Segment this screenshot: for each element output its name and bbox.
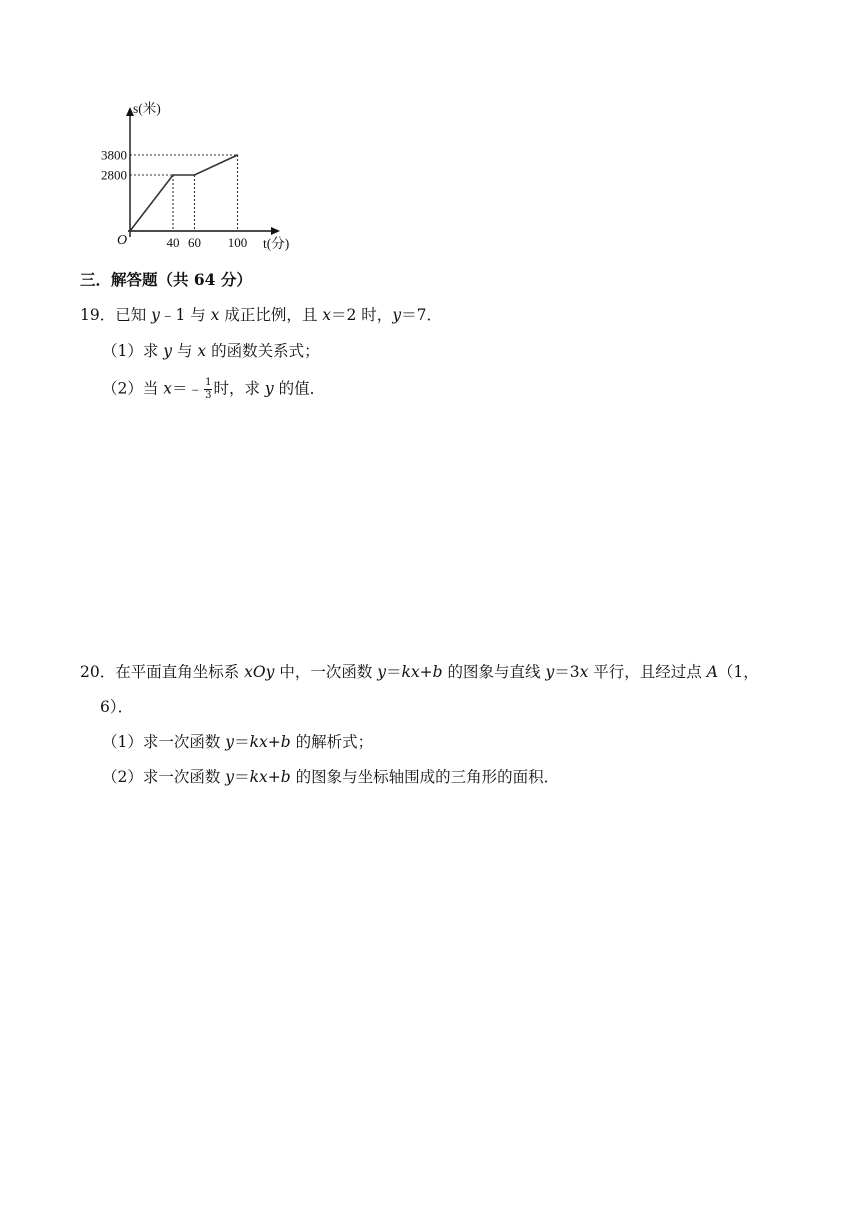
q20-text: 在平面直角坐标系 <box>115 663 245 681</box>
q19-sub1 <box>102 344 320 360</box>
var: b <box>280 733 291 751</box>
q20-sub1-text: （1）求一次函数 <box>102 733 226 751</box>
q19-stem <box>80 308 442 324</box>
fraction-numerator: 1 <box>205 377 212 388</box>
data-point <box>172 174 174 176</box>
var: x <box>322 306 332 324</box>
q19-sub2-text: ＝﹣ <box>172 379 204 398</box>
var: A <box>706 663 718 681</box>
q20-stem <box>80 665 759 681</box>
q20-sub1-text: + <box>267 733 281 751</box>
data-point <box>237 154 239 156</box>
q19-text: 已知 <box>115 306 152 324</box>
q19-sub2-text: 的值． <box>273 379 326 398</box>
data-point <box>194 174 196 176</box>
var: y <box>264 379 274 398</box>
var: y <box>377 663 387 681</box>
q20-text: + <box>419 663 433 681</box>
var: xOy <box>244 663 275 681</box>
q19-number: 19． <box>80 306 116 324</box>
q20-stem-line2: 6）． <box>100 698 134 716</box>
var: y <box>545 663 555 681</box>
var: x <box>579 663 589 681</box>
x-axis-label: t(分) <box>263 236 290 251</box>
distance-time-chart <box>100 100 320 260</box>
q20-text: ＝ <box>386 663 402 681</box>
var: y <box>225 733 235 751</box>
q19-text: 成正比例，且 <box>219 306 323 324</box>
q20-text: 的图象与直线 <box>442 663 546 681</box>
q19-text: ＝2 时， <box>331 306 393 324</box>
var: y <box>225 768 235 786</box>
var: kx <box>401 663 420 681</box>
q20-text: 平行，且经过点 <box>588 663 707 681</box>
q20-text: ＝3 <box>554 663 580 681</box>
q19-sub2-text: （2）当 <box>102 379 164 398</box>
section-title: 三．解答题（共 64 分） <box>80 270 252 289</box>
q20-text: （1， <box>717 663 759 681</box>
x-tick-label: 100 <box>227 235 248 250</box>
var: kx <box>249 733 268 751</box>
var: kx <box>249 768 268 786</box>
q20-sub2-text: 的图象与坐标轴围成的三角形的面积． <box>290 768 560 786</box>
var: y <box>163 342 173 360</box>
origin-label: O <box>117 233 128 248</box>
q20-sub1 <box>102 735 373 751</box>
q19-sub2 <box>102 378 325 401</box>
q20-sub1-text: 的解析式； <box>290 733 374 751</box>
q19-sub1-text: 与 <box>172 342 198 360</box>
var: x <box>210 306 220 324</box>
series-line <box>130 155 238 231</box>
q20-number: 20． <box>80 663 116 681</box>
q19-sub1-text: 的函数关系式； <box>206 342 320 360</box>
x-tick-label: 40 <box>166 235 180 250</box>
q20-sub2 <box>102 770 559 786</box>
q20-text: 中，一次函数 <box>274 663 378 681</box>
x-tick-label: 60 <box>188 235 201 250</box>
var: x <box>197 342 207 360</box>
q20-sub2-text: ＝ <box>234 768 250 786</box>
y-tick-label: 2800 <box>101 167 127 183</box>
fraction-denominator: 3 <box>205 390 212 401</box>
q19-sub2-text: 时，求 <box>213 379 265 398</box>
var: y <box>151 306 160 324</box>
x-axis-arrow <box>271 227 280 235</box>
q20-sub2-text: + <box>267 768 281 786</box>
y-axis-label: s(米) <box>133 101 161 116</box>
y-tick-label: 3800 <box>101 147 127 163</box>
var: b <box>432 663 443 681</box>
data-point <box>129 230 131 232</box>
var: x <box>163 379 173 398</box>
q19-sub1-text: （1）求 <box>102 342 164 360</box>
var: b <box>280 768 291 786</box>
q19-text: ﹣1 与 <box>159 306 211 324</box>
q20-sub2-text: （2）求一次函数 <box>102 768 226 786</box>
q19-text: ＝7． <box>401 306 442 324</box>
var: y <box>392 306 402 324</box>
fraction <box>204 378 212 401</box>
q20-sub1-text: ＝ <box>234 733 250 751</box>
